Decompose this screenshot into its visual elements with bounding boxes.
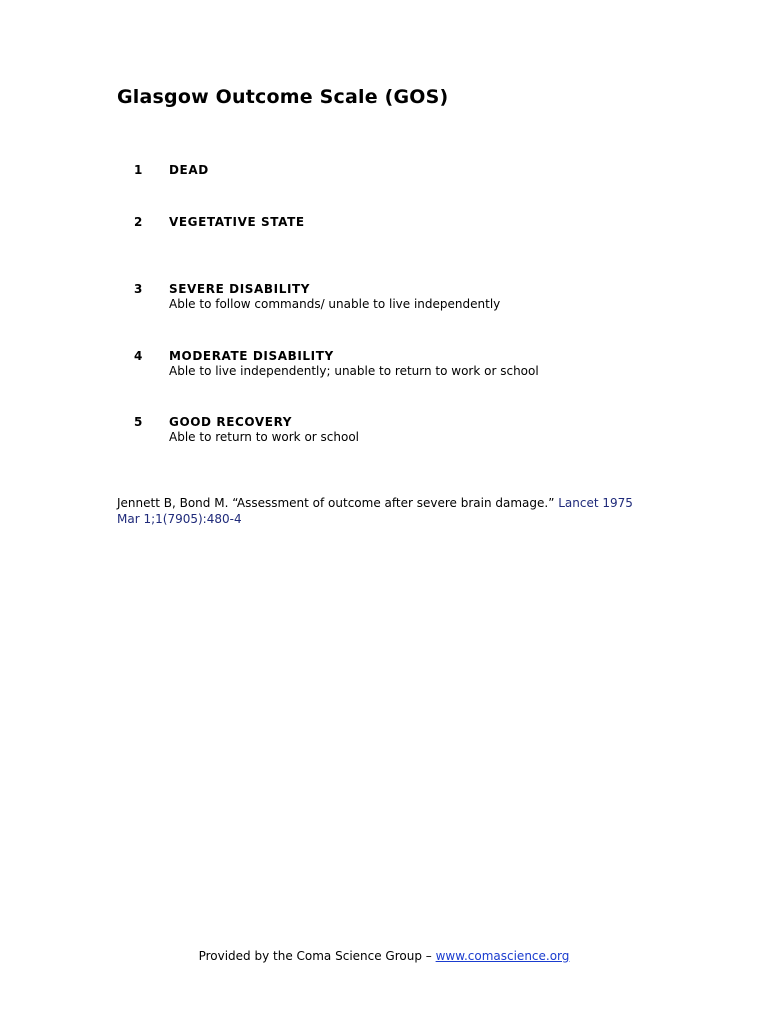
- footer: [0, 948, 768, 964]
- citation-journal: Lancet 1975 Mar 1;1(7905):480-4: [117, 496, 633, 526]
- page-title: Glasgow Outcome Scale (GOS): [117, 86, 449, 108]
- scale-item-label: SEVERE DISABILITY: [169, 282, 311, 296]
- scale-item-description: Able to return to work or school: [169, 430, 360, 444]
- scale-item-number: 3: [134, 282, 143, 296]
- citation-text: Jennett B, Bond M. “Assessment of outcome after severe brain damage.”: [117, 496, 559, 510]
- footer-website-link[interactable]: www.comascience.org: [435, 949, 570, 963]
- scale-item-body: [169, 282, 689, 312]
- scale-item-body: [169, 163, 689, 178]
- scale-item-label: MODERATE DISABILITY: [169, 349, 334, 363]
- scale-item-body: [169, 415, 689, 445]
- footer-text: Provided by the Coma Science Group –: [198, 949, 436, 963]
- scale-item-description: Able to live independently; unable to return to work or school: [169, 364, 539, 378]
- scale-item-number: 2: [134, 215, 143, 229]
- scale-item-number: 4: [134, 349, 143, 363]
- scale-item-label: VEGETATIVE STATE: [169, 215, 305, 229]
- scale-item-number: 1: [134, 163, 143, 177]
- scale-item-label: GOOD RECOVERY: [169, 415, 293, 429]
- scale-item-number: 5: [134, 415, 143, 429]
- scale-item-body: [169, 349, 689, 379]
- citation: [117, 495, 657, 527]
- scale-item-description: Able to follow commands/ unable to live independently: [169, 297, 501, 311]
- scale-item-body: [169, 215, 689, 230]
- scale-item-label: DEAD: [169, 163, 209, 177]
